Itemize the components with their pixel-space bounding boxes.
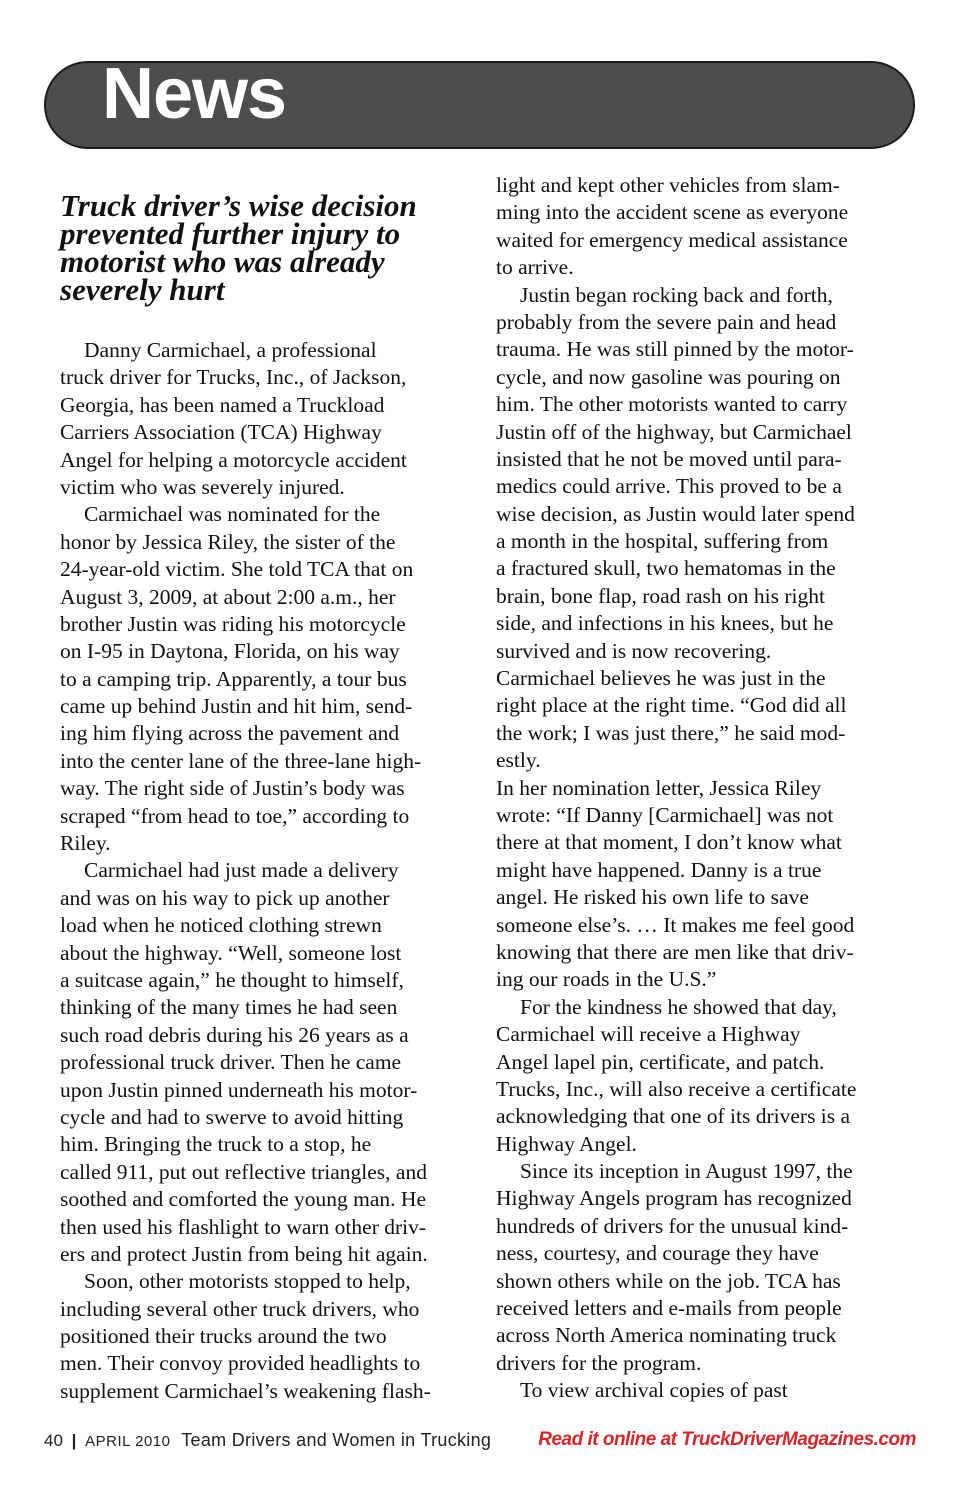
article-line: trauma. He was still pinned by the motor-	[496, 337, 854, 362]
article-line: including several other truck drivers, who	[60, 1296, 420, 1321]
article-line: hundreds of drivers for the unusual kind-	[496, 1213, 849, 1238]
headline-line: motorist who was already	[60, 244, 385, 279]
article-line: light and kept other vehicles from slam-	[496, 173, 840, 197]
article-line: ness, courtesy, and courage they have	[496, 1241, 819, 1266]
article-line: shown others while on the job. TCA has	[496, 1268, 841, 1293]
article-line: Highway Angels program has recognized	[496, 1186, 852, 1211]
article-headline	[60, 188, 470, 307]
article-line: honor by Jessica Riley, the sister of the	[60, 529, 396, 554]
article-line: truck driver for Trucks, Inc., of Jackson,	[60, 365, 407, 390]
issue-title: Team Drivers and Women in Trucking	[181, 1430, 492, 1450]
headline-line: severely hurt	[60, 272, 225, 307]
article-line: Danny Carmichael, a professional	[84, 338, 377, 362]
article-line: Carriers Association (TCA) Highway	[60, 420, 382, 445]
page-footer-info	[44, 1430, 491, 1451]
article-line: Angel for helping a motorcycle accident	[60, 447, 407, 472]
article-line: Riley.	[60, 831, 111, 856]
article-line: drivers for the program.	[496, 1350, 702, 1375]
article-line: to a camping trip. Apparently, a tour bus	[60, 666, 407, 691]
article-line: estly.	[496, 748, 541, 773]
article-line: In her nomination letter, Jessica Riley	[496, 775, 822, 800]
article-line: a suitcase again,” he thought to himself,	[60, 967, 404, 992]
article-line: Carmichael believes he was just in the	[496, 666, 826, 691]
article-line: wise decision, as Justin would later spend	[496, 501, 855, 526]
article-line: Angel lapel pin, certificate, and patch.	[496, 1049, 825, 1074]
article-line: knowing that there are men like that driv-	[496, 939, 854, 964]
article-line: August 3, 2009, at about 2:00 a.m., her	[60, 584, 396, 609]
article-line: 24-year-old victim. She told TCA that on	[60, 557, 414, 582]
article-line: such road debris during his 26 years as a	[60, 1022, 409, 1047]
issue-date: APRIL 2010	[85, 1433, 171, 1450]
article-line: into the center lane of the three-lane high-	[60, 748, 422, 773]
article-line: called 911, put out reflective triangles, and	[60, 1159, 427, 1184]
article-line: medics could arrive. This proved to be a	[496, 474, 842, 499]
article-line: Justin began rocking back and forth,	[520, 282, 833, 307]
article-line: ming into the accident scene as everyone	[496, 200, 849, 225]
article-line: and was on his way to pick up another	[60, 885, 390, 910]
article-column-left	[60, 337, 470, 1405]
article-line: way. The right side of Justin’s body was	[60, 776, 405, 801]
article-line: someone else’s. … It makes me feel good	[496, 912, 855, 937]
article-line: thinking of the many times he had seen	[60, 995, 398, 1020]
article-column-right	[496, 172, 906, 1405]
article-line: soothed and comforted the young man. He	[60, 1187, 427, 1212]
article-line: men. Their convoy provided headlights to	[60, 1351, 421, 1376]
article-line: a fractured skull, two hematomas in the	[496, 556, 836, 581]
article-line: acknowledging that one of its drivers is a	[496, 1104, 851, 1129]
article-line: ing our roads in the U.S.”	[496, 967, 717, 992]
section-title: News	[102, 54, 287, 134]
article-line: the work; I was just there,” he said mod-	[496, 720, 846, 745]
article-line: victim who was severely injured.	[60, 474, 345, 499]
page-number: 40	[44, 1431, 63, 1450]
article-line: cycle and had to swerve to avoid hitting	[60, 1104, 404, 1129]
article-line: Highway Angel.	[496, 1131, 637, 1156]
article-line: angel. He risked his own life to save	[496, 885, 809, 910]
article-line: scraped “from head to toe,” according to	[60, 803, 410, 828]
article-line: waited for emergency medical assistance	[496, 227, 848, 252]
article-line: To view archival copies of past	[520, 1378, 788, 1403]
article-line: Soon, other motorists stopped to help,	[84, 1269, 411, 1294]
article-line: Justin off of the highway, but Carmichael	[496, 419, 852, 444]
article-line: For the kindness he showed that day,	[520, 994, 837, 1019]
article-line: brother Justin was riding his motorcycle	[60, 611, 406, 636]
article-line: Carmichael had just made a delivery	[84, 858, 399, 883]
article-line: load when he noticed clothing strewn	[60, 913, 382, 938]
headline-line: Truck driver’s wise decision	[60, 188, 417, 223]
footer-separator: |	[71, 1431, 77, 1450]
article-line: upon Justin pinned underneath his motor-	[60, 1077, 418, 1102]
article-line: Since its inception in August 1997, the	[520, 1159, 853, 1184]
article-line: probably from the severe pain and head	[496, 309, 837, 334]
article-line: received letters and e-mails from people	[496, 1296, 842, 1321]
article-line: a month in the hospital, suffering from	[496, 529, 829, 554]
article-line: came up behind Justin and hit him, send-	[60, 694, 413, 719]
article-line: across North America nominating truck	[496, 1323, 837, 1348]
article-line: to arrive.	[496, 255, 574, 280]
article-line: then used his flashlight to warn other driv-	[60, 1214, 427, 1239]
article-line: Carmichael was nominated for the	[84, 502, 381, 527]
article-line: side, and infections in his knees, but he	[496, 611, 834, 636]
article-line: survived and is now recovering.	[496, 638, 772, 663]
article-line: on I-95 in Daytona, Florida, on his way	[60, 639, 400, 664]
article-line: might have happened. Danny is a true	[496, 857, 822, 882]
article-line: him. The other motorists wanted to carry	[496, 392, 848, 417]
article-line: him. Bringing the truck to a stop, he	[60, 1132, 372, 1157]
article-line: about the highway. “Well, someone lost	[60, 940, 402, 965]
read-online-link[interactable]: Read it online at TruckDriverMagazines.com	[538, 1429, 916, 1450]
article-line: supplement Carmichael’s weakening flash-	[60, 1378, 431, 1403]
article-line: positioned their trucks around the two	[60, 1324, 387, 1349]
article-line: ing him flying across the pavement and	[60, 721, 400, 746]
article-line: there at that moment, I don’t know what	[496, 830, 842, 855]
article-line: professional truck driver. Then he came	[60, 1050, 402, 1075]
article-line: Carmichael will receive a Highway	[496, 1022, 801, 1047]
article-line: right place at the right time. “God did all	[496, 693, 847, 718]
article-line: wrote: “If Danny [Carmichael] was not	[496, 802, 834, 827]
article-line: Trucks, Inc., will also receive a certificate	[496, 1076, 857, 1101]
headline-line: prevented further injury to	[60, 216, 401, 251]
article-line: Georgia, has been named a Truckload	[60, 392, 385, 417]
article-line: ers and protect Justin from being hit again.	[60, 1241, 428, 1266]
article-line: cycle, and now gasoline was pouring on	[496, 364, 841, 389]
article-line: brain, bone flap, road rash on his right	[496, 583, 825, 608]
article-line: insisted that he not be moved until para-	[496, 446, 842, 471]
